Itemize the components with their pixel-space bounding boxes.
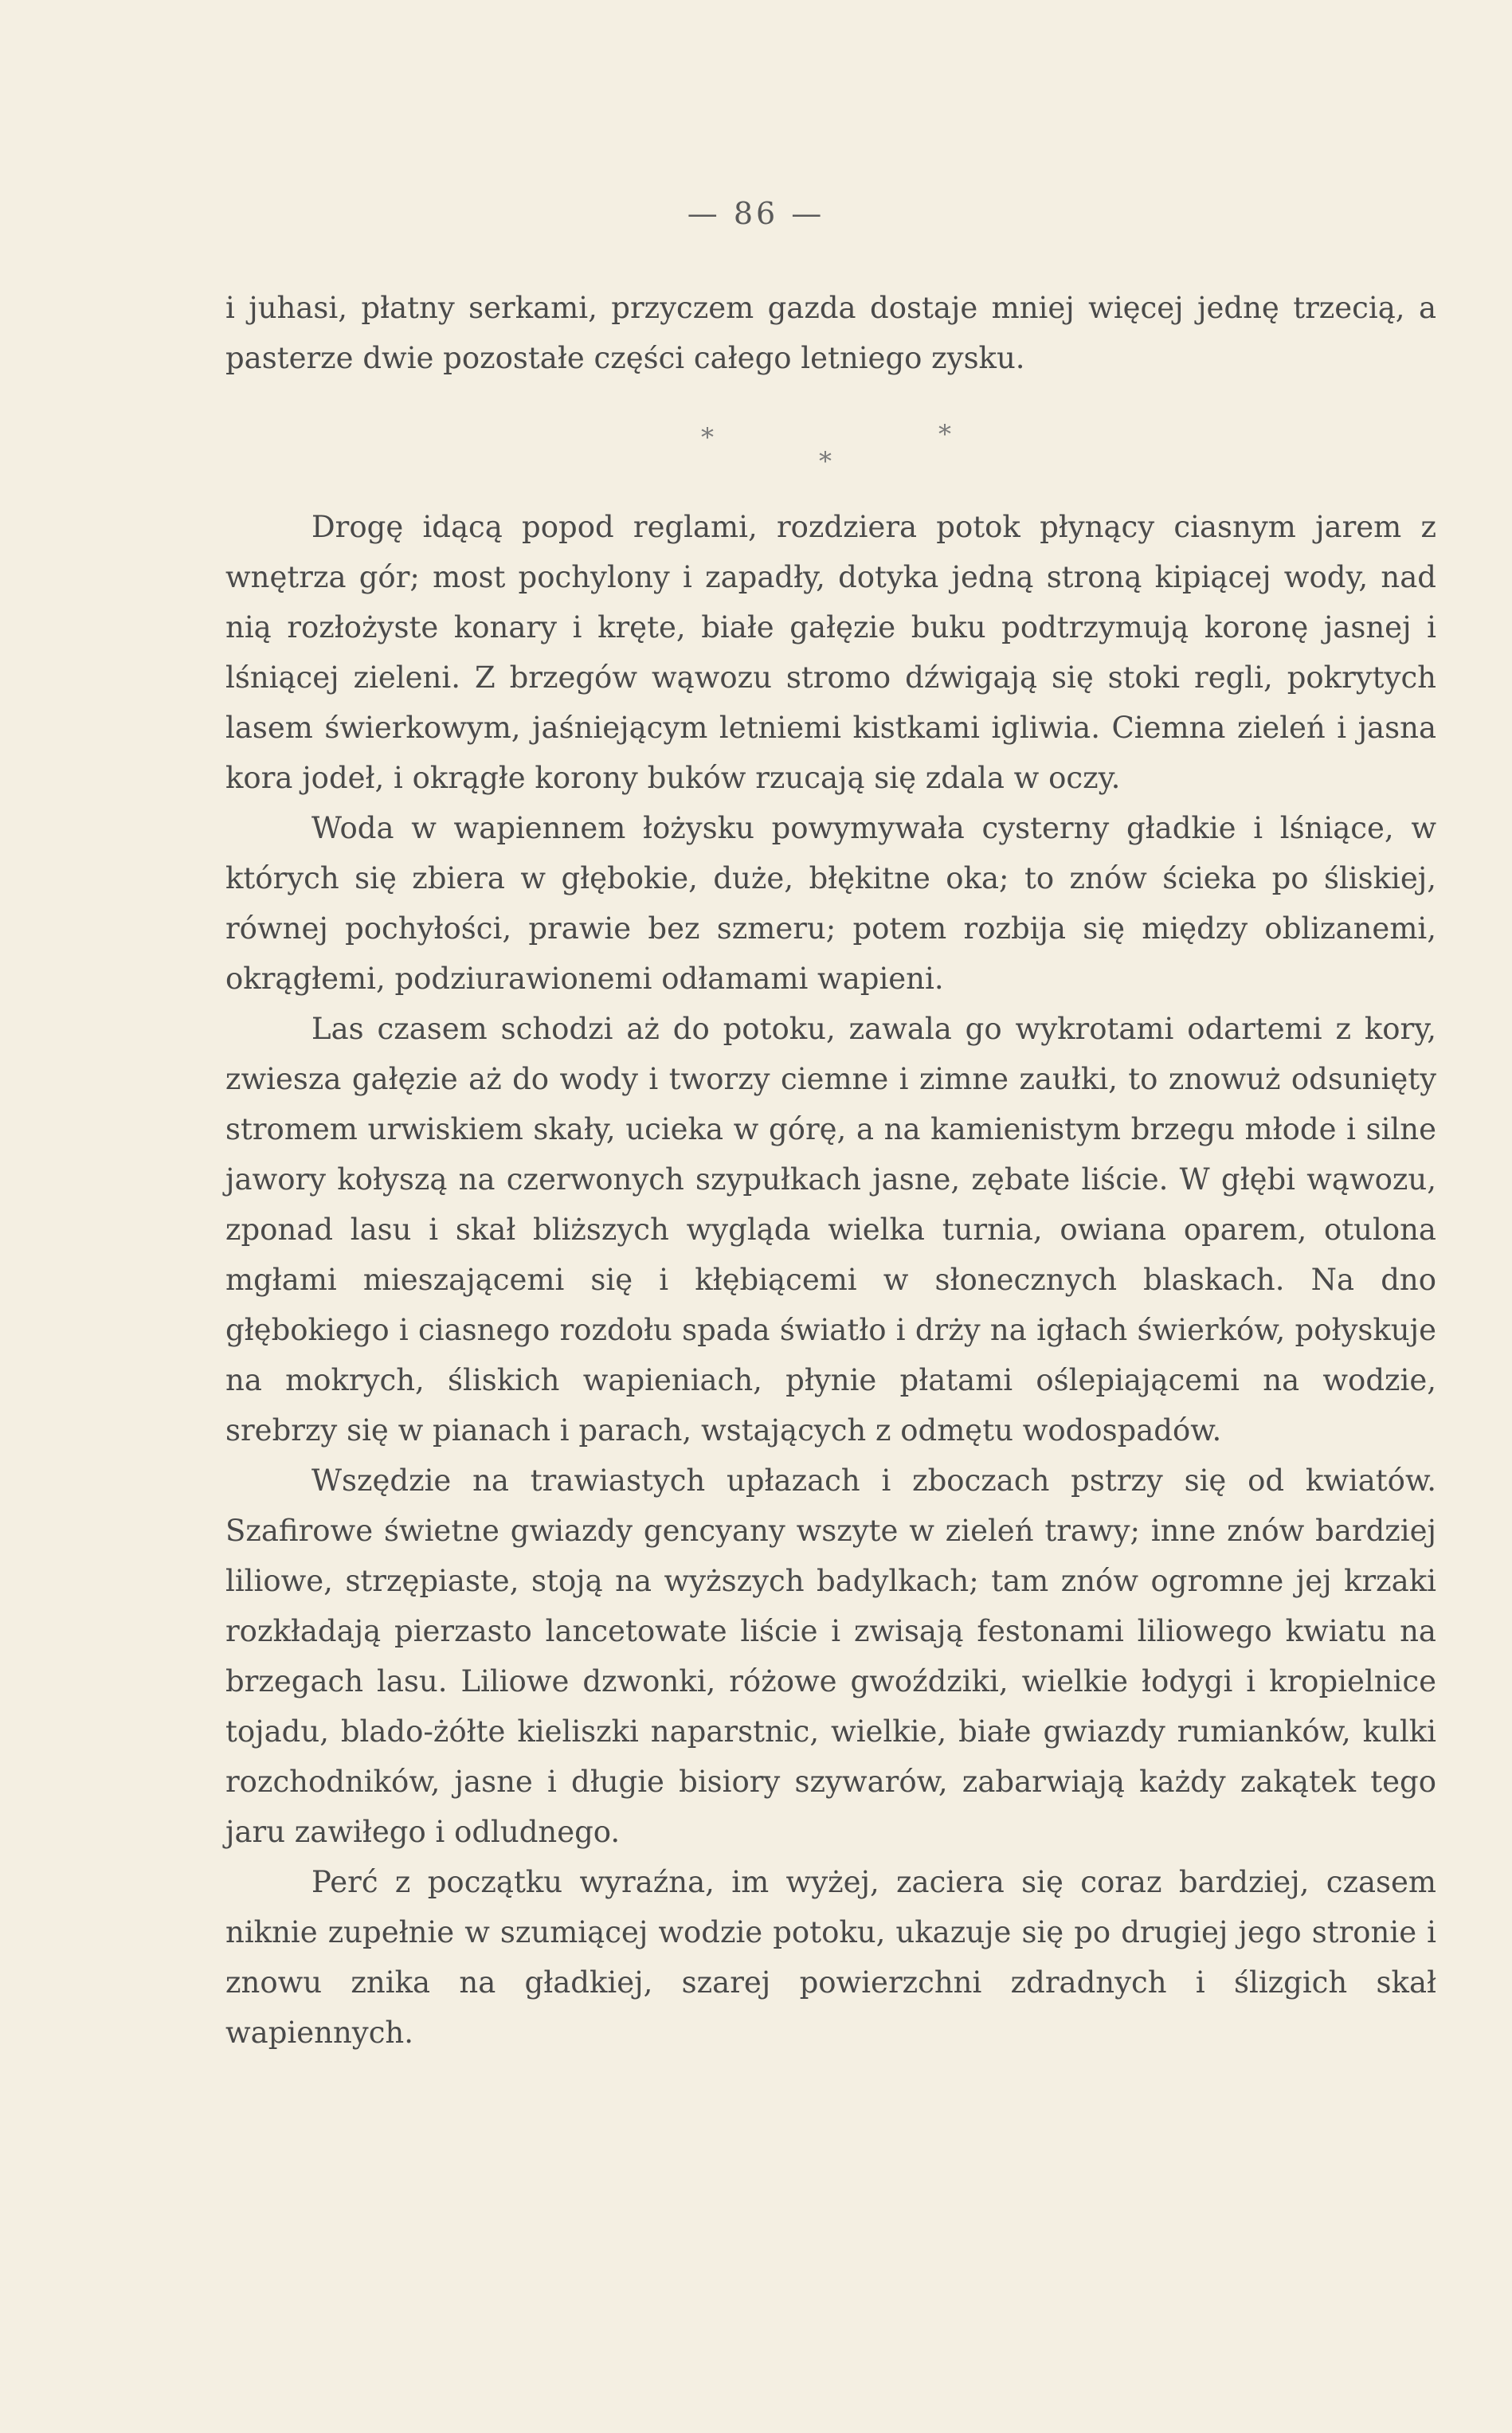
intro-text [225,283,1436,383]
asterisk: * [819,446,832,476]
asterisk: * [938,419,951,449]
paragraph: Drogę idącą popod reglami, rozdziera potok płynący ciasnym jarem z wnętrza gór; most pochylony i zapadły, dotyka jedną stroną kipiącej wody, nad nią rozłożyste konary i kręte, białe gałęzie buku podtrzymują koronę jasnej i lśniącej zieleni. Z brzegów wąwozu stromo dźwigają się stoki regli, pokrytych lasem świerkowym, jaśniejącym letniemi kistkami igliwia. Ciemna zieleń i jasna kora jodeł, i okrągłe korony buków rzucają się zdala w oczy. [225,510,1436,795]
paragraph: Las czasem schodzi aż do potoku, zawala go wykrotami odartemi z kory, zwiesza gałęzie aż do wody i tworzy ciemne i zimne zaułki, to znowuż odsunięty stromem urwiskiem skały, ucieka w górę, a na kamienistym brzegu młode i silne jawory kołyszą na czerwonych szypułkach jasne, zębate liście. W głębi wąwozu, zponad lasu i skał bliższych wygląda wielka turnia, owiana oparem, otulona mgłami mieszającemi się i kłębiącemi w słonecznych blaskach. Na dno głębokiego i ciasnego rozdołu spada światło i drży na igłach świerków, połyskuje na mokrych, śliskich wapieniach, płynie płatami oślepiającemi na wodzie, srebrzy się w pianach i parach, wstających z odmętu wodospadów. [225,1012,1436,1448]
section-divider-asterism [685,419,972,476]
paragraph-continued: i juhasi, płatny serkami, przyczem gazda dostaje mniej więcej jednę trzecią, a pasterze dwie pozostałe części całego letniego zysku. [225,291,1436,375]
page-number: — 86 — [687,196,825,231]
paragraph: Woda w wapiennem łożysku powymywała cysterny gładkie i lśniące, w których się zbiera w głębokie, duże, błękitne oka; to znów ścieka po śliskiej, równej pochyłości, prawie bez szmeru; potem rozbija się między oblizanemi, okrągłemi, podziurawionemi odłamami wapieni. [225,811,1436,996]
main-text [225,502,1436,2058]
asterisk: * [701,422,714,453]
paragraph: Wszędzie na trawiastych upłazach i zboczach pstrzy się od kwiatów. Szafirowe świetne gwiazdy gencyany wszyte w zieleń trawy; inne znów bardziej liliowe, strzępiaste, stoją na wyższych badylkach; tam znów ogromne jej krzaki rozkładają pierzasto lancetowate liście i zwisają festonami liliowego kwiatu na brzegach lasu. Liliowe dzwonki, różowe gwoździki, wielkie łodygi i kropielnice tojadu, blado-żółte kieliszki naparstnic, wielkie, białe gwiazdy rumianków, kulki rozchodników, jasne i długie bisiory szywarów, zabarwiają każdy zakątek tego jaru zawiłego i odludnego. [225,1463,1436,1849]
paragraph: Perć z początku wyraźna, im wyżej, zaciera się coraz bardziej, czasem niknie zupełnie w szumiącej wodzie potoku, ukazuje się po drugiej jego stronie i znowu znika na gładkiej, szarej powierzchni zdradnych i ślizgich skał wapiennych. [225,1865,1436,2050]
